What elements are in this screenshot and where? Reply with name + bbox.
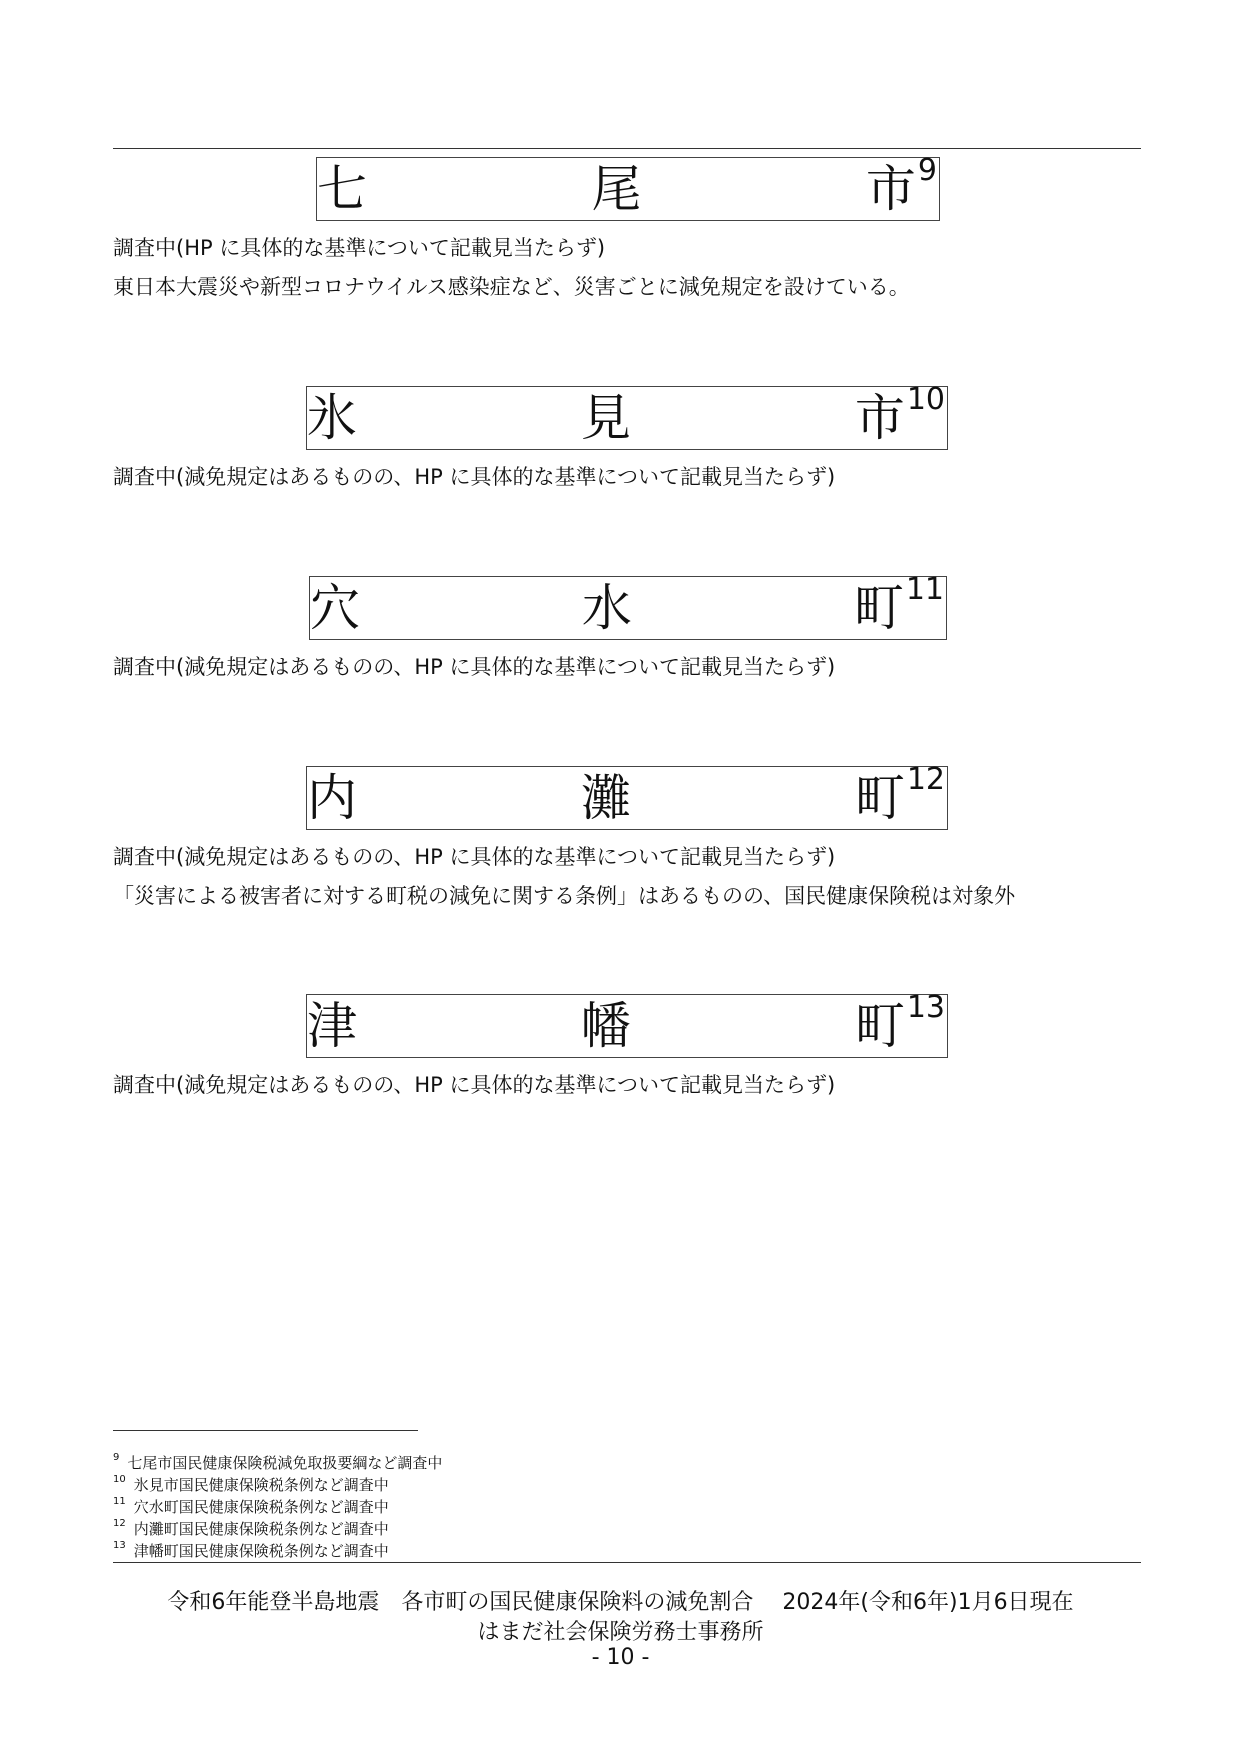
section-title-uchinada <box>306 762 948 830</box>
footnote-text: 氷見市国民健康保険税条例など調査中 <box>133 1476 389 1494</box>
footnote <box>113 1474 389 1495</box>
footnote-text: 穴水町国民健康保険税条例など調査中 <box>133 1498 389 1516</box>
footnote-ref[interactable]: 11 <box>905 572 944 607</box>
footer-office: はまだ社会保険労務士事務所 <box>477 1620 764 1645</box>
title-char: 町 <box>854 769 905 827</box>
footnote-divider <box>113 1430 418 1431</box>
title-char: 見 <box>580 389 631 447</box>
footnote-number: 9 <box>113 1452 120 1463</box>
footnote-number: 10 <box>113 1474 126 1485</box>
title-char: 七 <box>317 160 367 218</box>
title-char: 内 <box>307 769 357 827</box>
status-line: 調査中(減免規定はあるものの、HP に具体的な基準について記載見当たらず) <box>113 1073 836 1097</box>
footer-rule <box>113 1562 1141 1563</box>
footnote <box>113 1518 389 1539</box>
title-char: 氷 <box>307 389 357 447</box>
title-char: 市 <box>854 389 905 447</box>
header-rule <box>113 148 1141 149</box>
title-char: 市 <box>865 160 916 218</box>
footnote-number: 13 <box>113 1540 126 1551</box>
title-char: 尾 <box>591 160 642 218</box>
footnote <box>113 1452 442 1473</box>
section-title-tsubata <box>306 990 948 1058</box>
status-line: 調査中(HP に具体的な基準について記載見当たらず) <box>113 236 606 260</box>
status-line: 調査中(減免規定はあるものの、HP に具体的な基準について記載見当たらず) <box>113 655 836 679</box>
section-title-himi <box>306 382 948 450</box>
status-line: 調査中(減免規定はあるものの、HP に具体的な基準について記載見当たらず) <box>113 845 836 869</box>
title-char: 町 <box>854 997 905 1055</box>
detail-line: 「災害による被害者に対する町税の減免に関する条例」はあるものの、国民健康保険税は対象外 <box>113 884 1016 908</box>
footnote <box>113 1496 389 1517</box>
title-char: 水 <box>581 579 632 637</box>
status-line: 調査中(減免規定はあるものの、HP に具体的な基準について記載見当たらず) <box>113 465 836 489</box>
title-char: 灘 <box>580 769 631 827</box>
footnote-ref[interactable]: 9 <box>917 153 937 188</box>
footnote-ref[interactable]: 12 <box>906 762 945 797</box>
footnote-text: 津幡町国民健康保険税条例など調査中 <box>133 1542 389 1560</box>
title-char: 津 <box>307 997 357 1055</box>
section-title-anamizu <box>309 572 947 640</box>
page-number: - 10 - <box>591 1645 650 1670</box>
footnote-text: 内灘町国民健康保険税条例など調査中 <box>133 1520 389 1538</box>
title-char: 穴 <box>310 579 360 637</box>
detail-line: 東日本大震災や新型コロナウイルス感染症など、災害ごとに減免規定を設けている。 <box>113 275 910 299</box>
title-char: 幡 <box>580 997 631 1055</box>
title-char: 町 <box>853 579 904 637</box>
footnote-ref[interactable]: 10 <box>906 382 945 417</box>
section-title-nanao <box>316 153 940 221</box>
footnote-ref[interactable]: 13 <box>906 990 945 1025</box>
footnote-text: 七尾市国民健康保険税減免取扱要綱など調査中 <box>127 1454 443 1472</box>
footnote-number: 12 <box>113 1518 126 1529</box>
footnote <box>113 1540 389 1561</box>
footer-title: 令和6年能登半島地震 各市町の国民健康保険料の減免割合 2024年(令和6年)1月6日現在 <box>167 1590 1074 1615</box>
footnote-number: 11 <box>113 1496 126 1507</box>
